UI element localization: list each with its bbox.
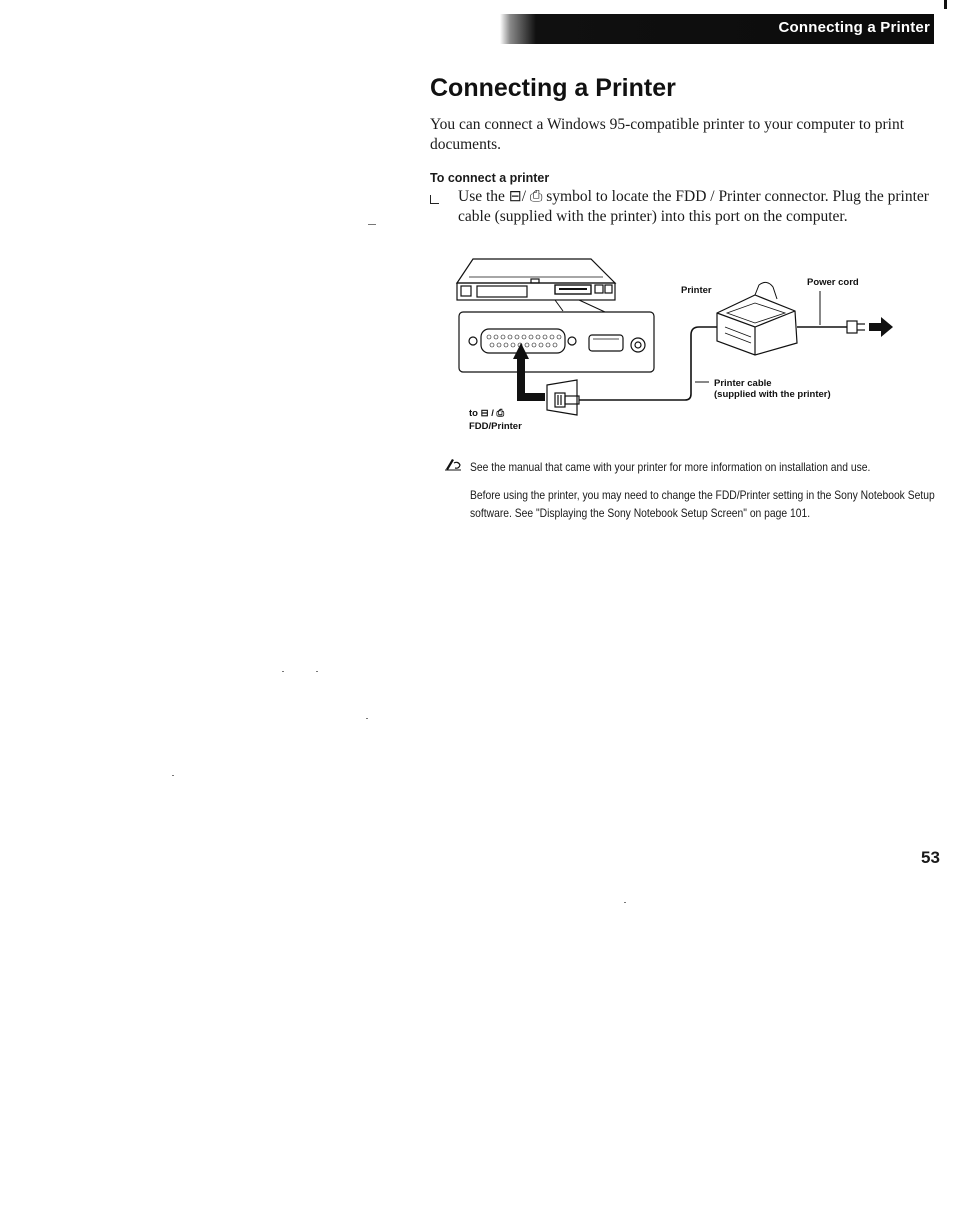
procedure-heading: To connect a printer bbox=[430, 171, 550, 185]
scan-speck bbox=[282, 671, 284, 672]
printer-cable-label: Printer cable bbox=[714, 378, 772, 389]
step-bullet-icon bbox=[430, 195, 439, 204]
section-header-bar bbox=[500, 14, 934, 44]
port-label: to ⊟ / ⎙ bbox=[469, 408, 505, 419]
page-title: Connecting a Printer bbox=[430, 74, 676, 102]
step-text: Use the ⊟/ ⎙ symbol to locate the FDD / Printer connector. Plug the printer cable (supplied with the printer) into this port on the computer. bbox=[458, 188, 929, 225]
printer-cable-line bbox=[579, 327, 717, 400]
page-number: 53 bbox=[921, 848, 940, 867]
scan-speck bbox=[368, 224, 376, 225]
scan-speck bbox=[172, 775, 174, 776]
laptop-illustration bbox=[457, 259, 615, 300]
power-cord-label: Power cord bbox=[807, 277, 859, 288]
note-fdd-setting: Before using the printer, you may need to change the FDD/Printer setting in the Sony Notebook Setup software. See "Displaying the Sony Notebook Setup Screen" on page 101. bbox=[470, 488, 935, 520]
cable-connector-illustration bbox=[547, 380, 579, 415]
note-printer-manual: See the manual that came with your printer for more information on installation and use. bbox=[470, 460, 871, 474]
port-closeup-panel bbox=[459, 312, 654, 372]
scan-speck bbox=[366, 718, 368, 719]
scan-speck bbox=[624, 902, 626, 903]
port-sublabel: FDD/Printer bbox=[469, 421, 522, 432]
printer-label: Printer bbox=[681, 285, 712, 296]
note-pencil-icon bbox=[444, 457, 462, 471]
arrow-right-icon bbox=[869, 317, 893, 337]
intro-paragraph: You can connect a Windows 95-compatible printer to your computer to print documents. bbox=[430, 116, 905, 153]
printer-illustration bbox=[717, 282, 797, 355]
printer-cable-sublabel: (supplied with the printer) bbox=[714, 389, 831, 400]
printer-connection-diagram bbox=[455, 255, 925, 440]
page-edge-mark bbox=[944, 0, 947, 9]
section-header-title: Connecting a Printer bbox=[778, 19, 930, 36]
scan-speck bbox=[316, 671, 318, 672]
